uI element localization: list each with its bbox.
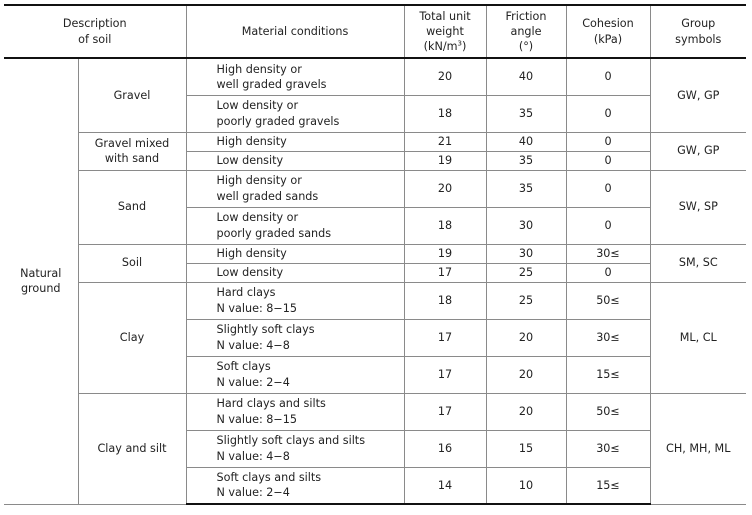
unit-weight-value: 19 <box>404 151 486 170</box>
cohesion-value: 15≤ <box>566 356 650 393</box>
soil-name-clay: Clay <box>78 282 186 393</box>
material-condition: Hard clays and silts N value: 8−15 <box>186 393 404 430</box>
friction-angle-value: 35 <box>486 170 566 207</box>
header-description-of-soil: Description of soil <box>4 5 186 58</box>
material-condition: Slightly soft clays and silts N value: 4−8 <box>186 430 404 467</box>
friction-angle-value: 40 <box>486 58 566 95</box>
soil-name-gravel-mixed-with-sand: Gravel mixed with sand <box>78 132 186 170</box>
cohesion-value: 0 <box>566 95 650 132</box>
header-friction-angle: Friction angle (°) <box>486 5 566 58</box>
table-row <box>4 282 746 319</box>
soil-name-clay-and-silt: Clay and silt <box>78 393 186 504</box>
soil-name-sand: Sand <box>78 170 186 244</box>
unit-weight-value: 20 <box>404 58 486 95</box>
header-cohesion: Cohesion (kPa) <box>566 5 650 58</box>
soil-name-gravel: Gravel <box>78 58 186 132</box>
group-symbols-gravel-mixed: GW, GP <box>650 132 746 170</box>
group-symbols-sand: SW, SP <box>650 170 746 244</box>
friction-angle-value: 25 <box>486 282 566 319</box>
table-row <box>4 393 746 430</box>
friction-angle-value: 20 <box>486 319 566 356</box>
cohesion-value: 0 <box>566 263 650 282</box>
material-condition: High density or well graded sands <box>186 170 404 207</box>
material-condition: Slightly soft clays N value: 4−8 <box>186 319 404 356</box>
friction-angle-value: 40 <box>486 132 566 151</box>
cohesion-value: 0 <box>566 132 650 151</box>
friction-angle-value: 35 <box>486 151 566 170</box>
friction-angle-value: 10 <box>486 467 566 504</box>
table-row <box>4 132 746 151</box>
friction-angle-value: 20 <box>486 356 566 393</box>
cohesion-value: 50≤ <box>566 393 650 430</box>
unit-weight-value: 17 <box>404 393 486 430</box>
unit-weight-value: 18 <box>404 95 486 132</box>
group-symbols-gravel: GW, GP <box>650 58 746 132</box>
unit-weight-value: 14 <box>404 467 486 504</box>
material-condition: High density <box>186 244 404 263</box>
cohesion-value: 15≤ <box>566 467 650 504</box>
material-condition: Low density <box>186 263 404 282</box>
group-symbols-clay: ML, CL <box>650 282 746 393</box>
table-row <box>4 58 746 95</box>
material-condition: Soft clays N value: 2−4 <box>186 356 404 393</box>
unit-weight-value: 18 <box>404 282 486 319</box>
cohesion-value: 50≤ <box>566 282 650 319</box>
header-group-symbols: Group symbols <box>650 5 746 58</box>
unit-weight-value: 17 <box>404 356 486 393</box>
cohesion-value: 30≤ <box>566 319 650 356</box>
header-material-conditions: Material conditions <box>186 5 404 58</box>
cohesion-value: 30≤ <box>566 244 650 263</box>
material-condition: High density or well graded gravels <box>186 58 404 95</box>
material-condition: Soft clays and silts N value: 2−4 <box>186 467 404 504</box>
unit-weight-value: 21 <box>404 132 486 151</box>
material-condition: Low density <box>186 151 404 170</box>
friction-angle-value: 30 <box>486 207 566 244</box>
cohesion-value: 0 <box>566 207 650 244</box>
table-row <box>4 170 746 207</box>
group-symbols-clay-and-silt: CH, MH, ML <box>650 393 746 504</box>
friction-angle-value: 35 <box>486 95 566 132</box>
cohesion-value: 0 <box>566 170 650 207</box>
natural-ground-cell: Natural ground <box>4 58 78 504</box>
header-total-unit-weight: Total unit weight $(kN/m^3)$ <box>404 5 486 58</box>
material-condition: Low density or poorly graded sands <box>186 207 404 244</box>
cohesion-value: 0 <box>566 151 650 170</box>
material-condition: Hard clays N value: 8−15 <box>186 282 404 319</box>
unit-weight-value: 19 <box>404 244 486 263</box>
cohesion-value: 0 <box>566 58 650 95</box>
unit-weight-value: 17 <box>404 319 486 356</box>
friction-angle-value: 25 <box>486 263 566 282</box>
unit-weight-value: 17 <box>404 263 486 282</box>
unit-weight-value: 20 <box>404 170 486 207</box>
table-header-row <box>4 5 746 58</box>
friction-angle-value: 15 <box>486 430 566 467</box>
friction-angle-value: 20 <box>486 393 566 430</box>
material-condition: Low density or poorly graded gravels <box>186 95 404 132</box>
unit-weight-value: 18 <box>404 207 486 244</box>
material-condition: High density <box>186 132 404 151</box>
soil-properties-table <box>4 4 746 505</box>
soil-name-soil: Soil <box>78 244 186 282</box>
friction-angle-value: 30 <box>486 244 566 263</box>
table-row <box>4 244 746 263</box>
weight-unit: $(kN/m^3)$ <box>423 39 467 54</box>
cohesion-value: 30≤ <box>566 430 650 467</box>
group-symbols-soil: SM, SC <box>650 244 746 282</box>
unit-weight-value: 16 <box>404 430 486 467</box>
